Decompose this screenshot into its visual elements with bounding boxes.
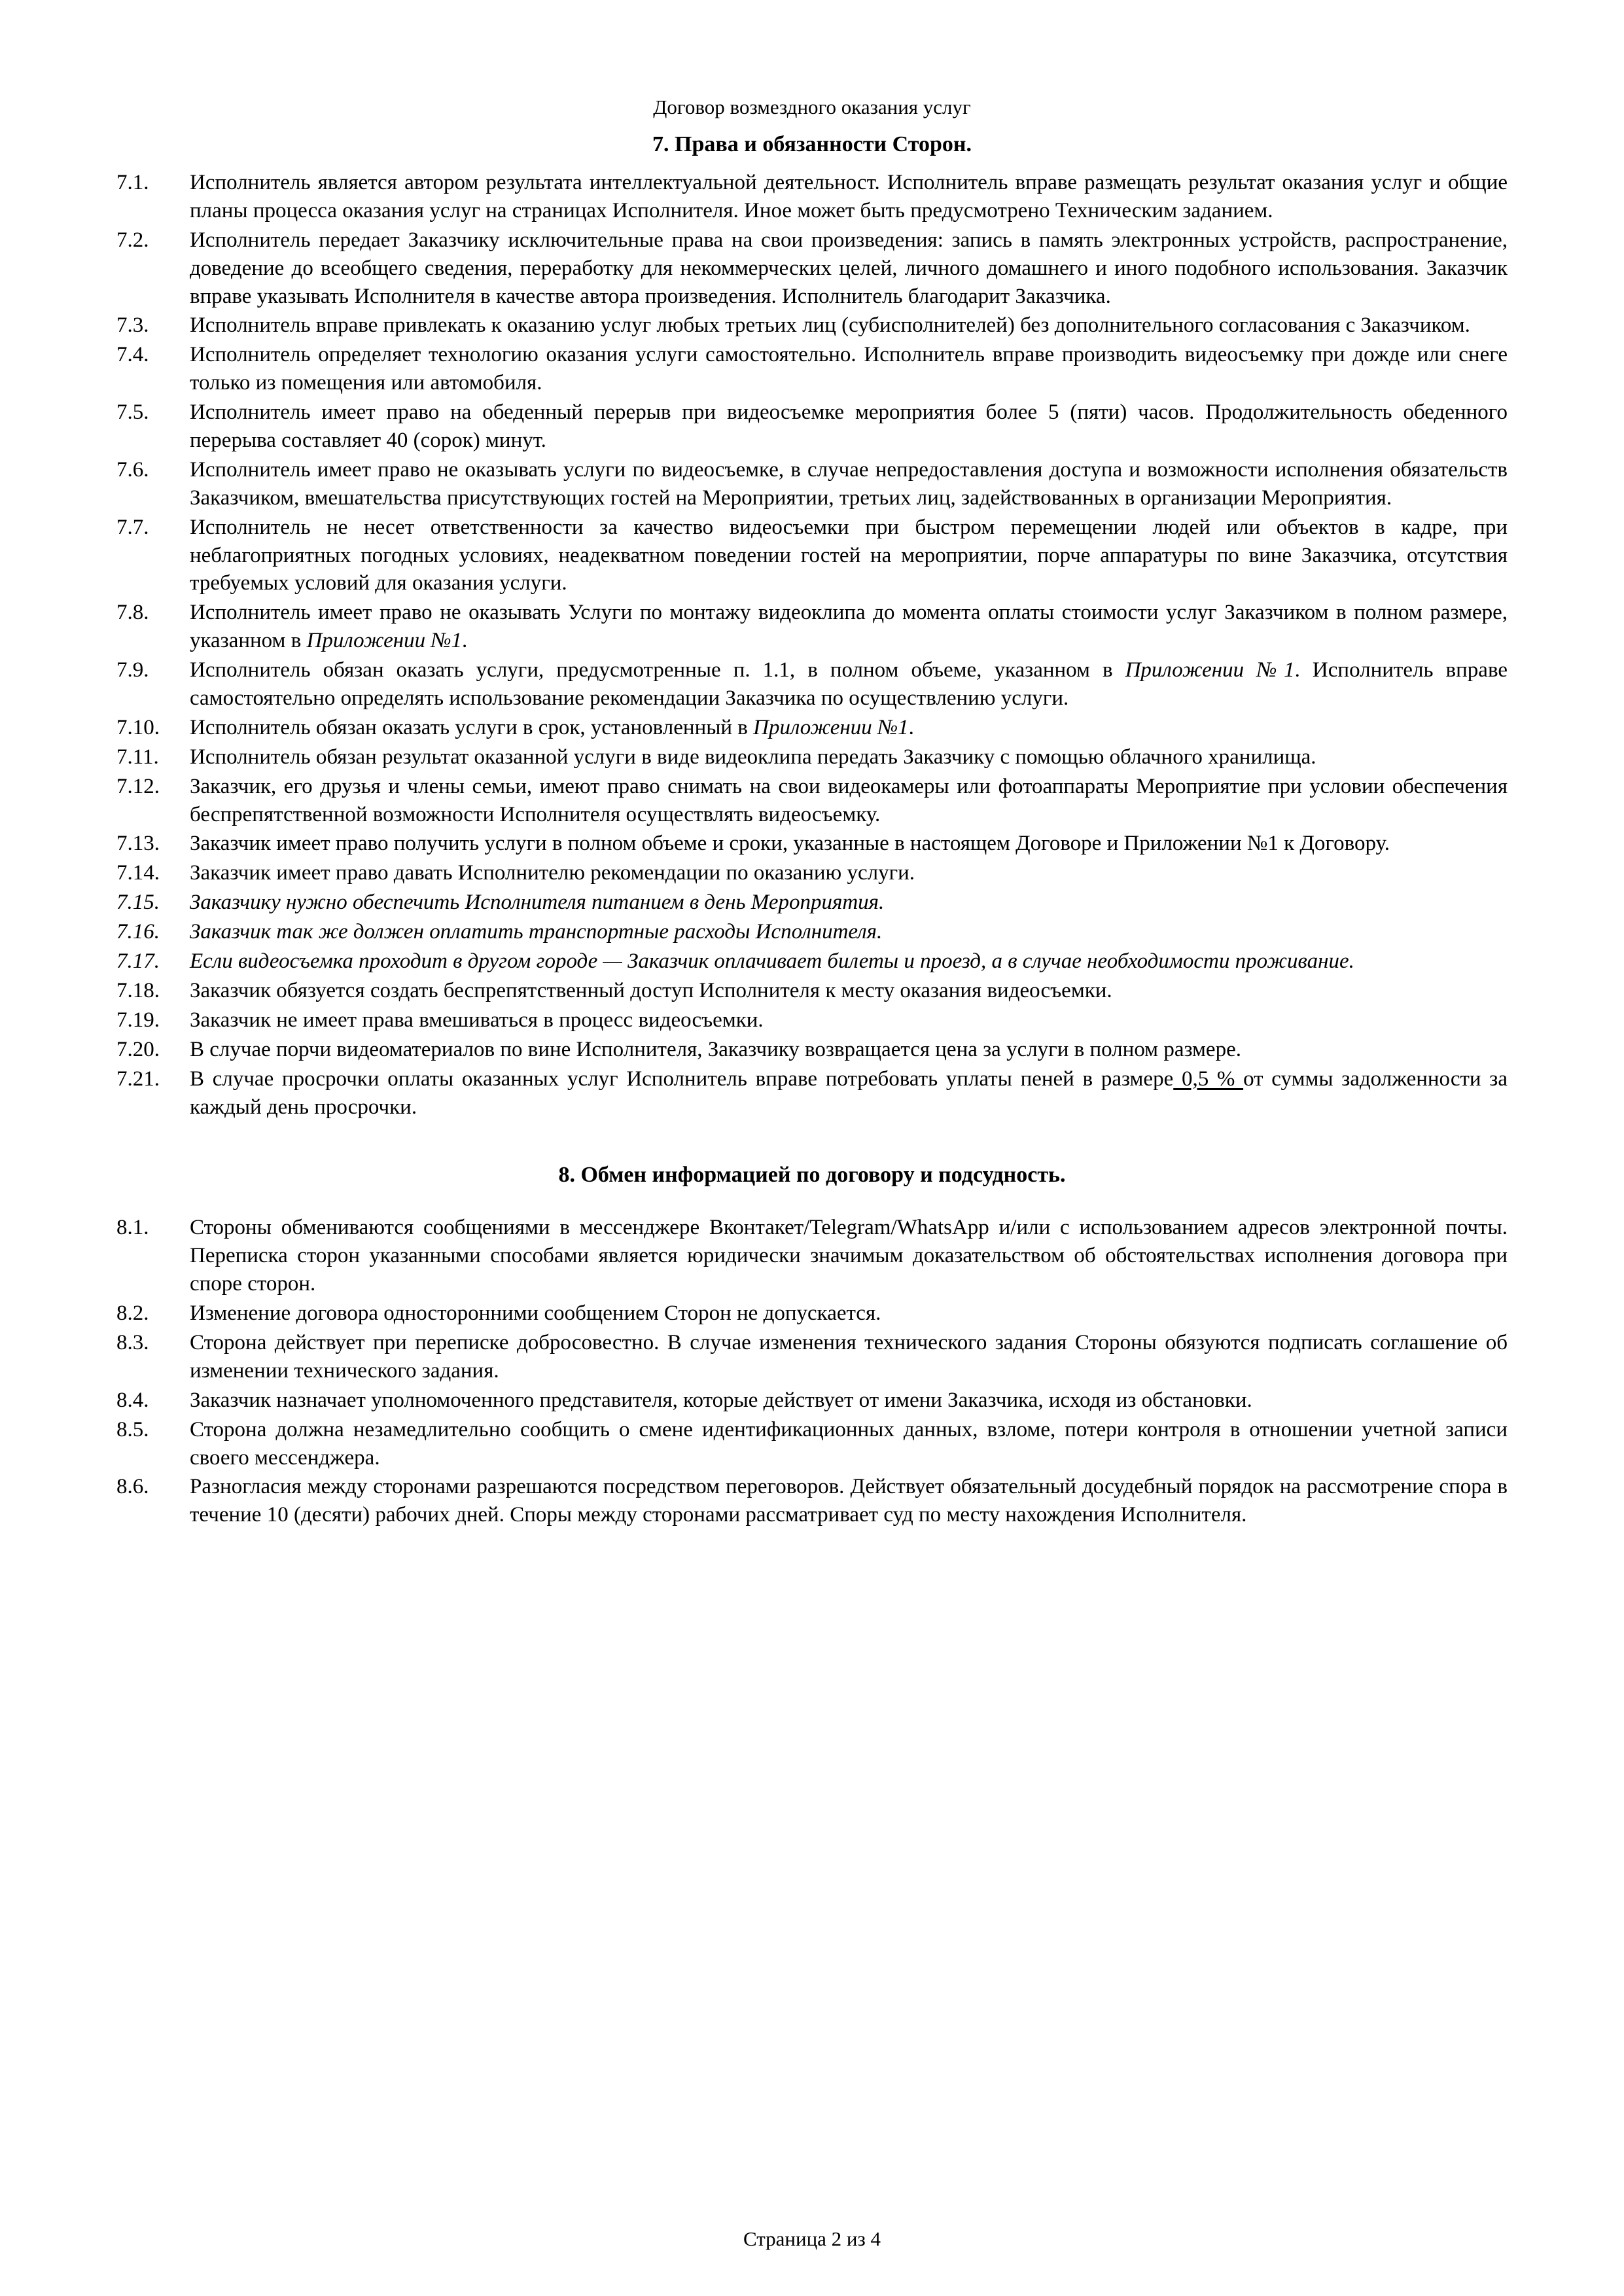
clause-number: 8.4. [116,1388,149,1412]
clause-number: 8.2. [116,1301,149,1326]
clause-text: Сторона должна незамедлительно сообщить о смене идентификационных данных, взломе, потери контроля в отношении учетной записи своего мессенджера. [190,1417,1508,1470]
clause-number: 7.8. [116,601,149,625]
clause-number: 7.15. [116,891,160,915]
appendix-reference: Приложении №1 [753,715,909,739]
section-8-heading: 8. Обмен информацией по договору и подсудность. [558,1163,1066,1188]
clause-text: Изменение договора односторонними сообщением Сторон не допускается. [190,1301,881,1326]
clause-8-6 [116,1473,1508,1529]
clause-number: 7.18. [116,978,160,1002]
clause-text: Заказчик имеет право давать Исполнителю рекомендации по оказанию услуги. [190,861,915,885]
appendix-reference: Приложении №1 [1125,658,1295,682]
clause-text: Заказчик обязуется создать беспрепятственный доступ Исполнителя к месту оказания видеосъемки. [190,978,1112,1002]
clause-7-17 [116,947,1508,976]
appendix-reference: Приложении №1 [306,629,462,653]
clause-number: 8.5. [116,1417,149,1441]
clause-7-18 [116,977,1508,1005]
clause-text: Исполнитель определяет технологию оказания услуги самостоятельно. Исполнитель вправе производить видеосъемку при дожде или снеге только из помещения или автомобиля. [190,343,1508,395]
clause-number: 7.17. [116,949,160,974]
clause-text: Исполнитель имеет право не оказывать услуги по видеосъемке, в случае непредоставления доступа и возможности исполнения обязательств Заказчиком, вмешательства присутствующих гостей на Мероприятии, третьих лиц, задействованных в организации Мероприятия. [190,457,1508,510]
clause-number: 7.19. [116,1008,160,1032]
clause-number: 7.16. [116,920,160,944]
clause-7-20 [116,1036,1508,1064]
document-content [116,0,1508,1530]
clause-number: 7.2. [116,228,149,252]
clause-text: Заказчик не имеет права вмешиваться в процесс видеосъемки. [190,1008,764,1032]
clause-7-10 [116,714,1508,742]
clause-text: Стороны обмениваются сообщениями в мессенджере Вконтакет/Telegram/WhatsApp и/или с использованием адресов электронной почты. Переписка сторон указанными способами является юридически значимым доказательством об обстоятельствах исполнения договора при споре сторон. [190,1216,1508,1296]
clause-number: 7.21. [116,1067,160,1091]
page-footer: Страница 2 из 4 [743,2227,881,2250]
running-header: Договор возмездного оказания услуг [653,96,971,118]
clause-text: Исполнитель является автором результата интеллектуальной деятельност. Исполнитель вправе размещать результат оказания услуг и общие планы процесса оказания услуг на страницах Исполнителя. Иное может быть предусмотрено Техническим заданием. [190,171,1508,222]
clause-number: 7.13. [116,832,160,856]
clause-7-6 [116,456,1508,512]
clause-8-1 [116,1214,1508,1298]
section-7-heading: 7. Права и обязанности Сторон. [652,132,972,156]
clause-text: Если видеосъемка проходит в другом городе — Заказчик оплачивает билеты и проезд, а в случае необходимости проживание. [190,949,1354,974]
clause-number: 7.14. [116,861,160,885]
clause-7-9 [116,656,1508,713]
section-7-clause-list [116,169,1508,1121]
clause-number: 7.9. [116,658,149,682]
clause-7-5 [116,398,1508,455]
clause-text: В случае порчи видеоматериалов по вине Исполнителя, Заказчику возвращается цена за услуги в полном размере. [190,1037,1241,1061]
clause-7-7 [116,514,1508,598]
clause-7-8 [116,599,1508,655]
section-8-clause-list [116,1214,1508,1529]
clause-text: Разногласия между сторонами разрешаются посредством переговоров. Действует обязательный досудебный порядок на рассмотрение спора в течение 10 (десяти) рабочих дней. Споры между сторонами рассматривает суд по месту нахождения Исполнителя. [190,1475,1508,1527]
clause-number: 7.3. [116,313,149,338]
clause-text: Исполнитель имеет право на обеденный перерыв при видеосъемке мероприятия более 5 (пяти) часов. Продолжительность обеденного перерыва составляет 40 (сорок) минут. [190,400,1508,453]
clause-7-14 [116,859,1508,887]
clause-7-1 [116,169,1508,225]
clause-number: 7.7. [116,515,149,539]
clause-8-2 [116,1299,1508,1328]
clause-text: Заказчик, его друзья и члены семьи, имеют право снимать на свои видеокамеры или фотоаппараты Мероприятие при условии обеспечения беспрепятственной возможности Исполнителя осуществлять видеосъемку. [190,774,1508,826]
clause-number: 7.10. [116,715,160,739]
clause-text: В случае просрочки оплаты оказанных услуг Исполнитель вправе потребовать уплаты пеней в размере 0,5 % от суммы задолженности за каждый день просрочки. [190,1067,1508,1119]
clause-8-5 [116,1416,1508,1472]
clause-number: 8.3. [116,1330,149,1354]
clause-text: Исполнитель обязан результат оказанной услуги в виде видеоклипа передать Заказчику с помощью облачного хранилища. [190,745,1316,769]
clause-7-15 [116,889,1508,917]
clause-7-21 [116,1065,1508,1122]
clause-text: Сторона действует при переписке добросовестно. В случае изменения технического задания Стороны обязуются подписать соглашение об изменении технического задания. [190,1330,1508,1383]
clause-text: Заказчику нужно обеспечить Исполнителя питанием в день Мероприятия. [190,891,885,915]
penalty-rate-underlined: 0,5 % [1173,1067,1244,1091]
clause-8-3 [116,1329,1508,1385]
clause-7-2 [116,226,1508,311]
clause-text: Заказчик так же должен оплатить транспортные расходы Исполнителя. [190,920,883,944]
clause-number: 7.1. [116,171,149,194]
clause-number: 7.20. [116,1037,160,1061]
clause-number: 8.6. [116,1475,149,1499]
clause-text: Исполнитель передает Заказчику исключительные права на свои произведения: запись в память электронных устройств, распространение, доведение до всеобщего сведения, переработку для некоммерческих целей, личного домашнего и иного подобного использования. Заказчик вправе указывать Исполнителя в качестве автора произведения. Исполнитель благодарит Заказчика. [190,228,1508,308]
clause-7-19 [116,1006,1508,1034]
clause-text: Исполнитель вправе привлекать к оказанию услуг любых третьих лиц (субисполнителей) без дополнительного согласования с Заказчиком. [190,313,1470,338]
clause-number: 7.4. [116,343,149,367]
clause-7-13 [116,830,1508,858]
clause-8-4 [116,1386,1508,1415]
clause-text: Заказчик назначает уполномоченного представителя, которые действует от имени Заказчика, исходя из обстановки. [190,1388,1252,1412]
clause-7-11 [116,743,1508,771]
clause-number: 7.6. [116,457,149,482]
clause-number: 8.1. [116,1216,149,1240]
clause-text: Исполнитель имеет право не оказывать Услуги по монтажу видеоклипа до момента оплаты стоимости услуг Заказчиком в полном размере, указанном в Приложении №1. [190,601,1508,653]
clause-7-12 [116,773,1508,829]
clause-number: 7.5. [116,400,149,425]
clause-text: Исполнитель обязан оказать услуги, предусмотренные п. 1.1, в полном объеме, указанном в Приложении №1. Исполнитель вправе самостоятельно определять использование рекомендации Заказчика по осуществлению услуги. [190,658,1508,711]
clause-7-4 [116,341,1508,397]
clause-7-3 [116,311,1508,340]
clause-number: 7.12. [116,774,160,798]
clause-text: Заказчик имеет право получить услуги в полном объеме и сроки, указанные в настоящем Договоре и Приложении №1 к Договору. [190,832,1390,856]
clause-7-16 [116,918,1508,946]
clause-number: 7.11. [116,745,159,769]
clause-text: Исполнитель обязан оказать услуги в срок, установленный в Приложении №1. [190,715,914,739]
clause-text: Исполнитель не несет ответственности за качество видеосъемки при быстром перемещении людей или объектов в кадре, при неблагоприятных погодных условиях, неадекватном поведении гостей на мероприятии, порче аппаратуры по вине Заказчика, отсутствия требуемых условий для оказания услуги. [190,515,1508,595]
